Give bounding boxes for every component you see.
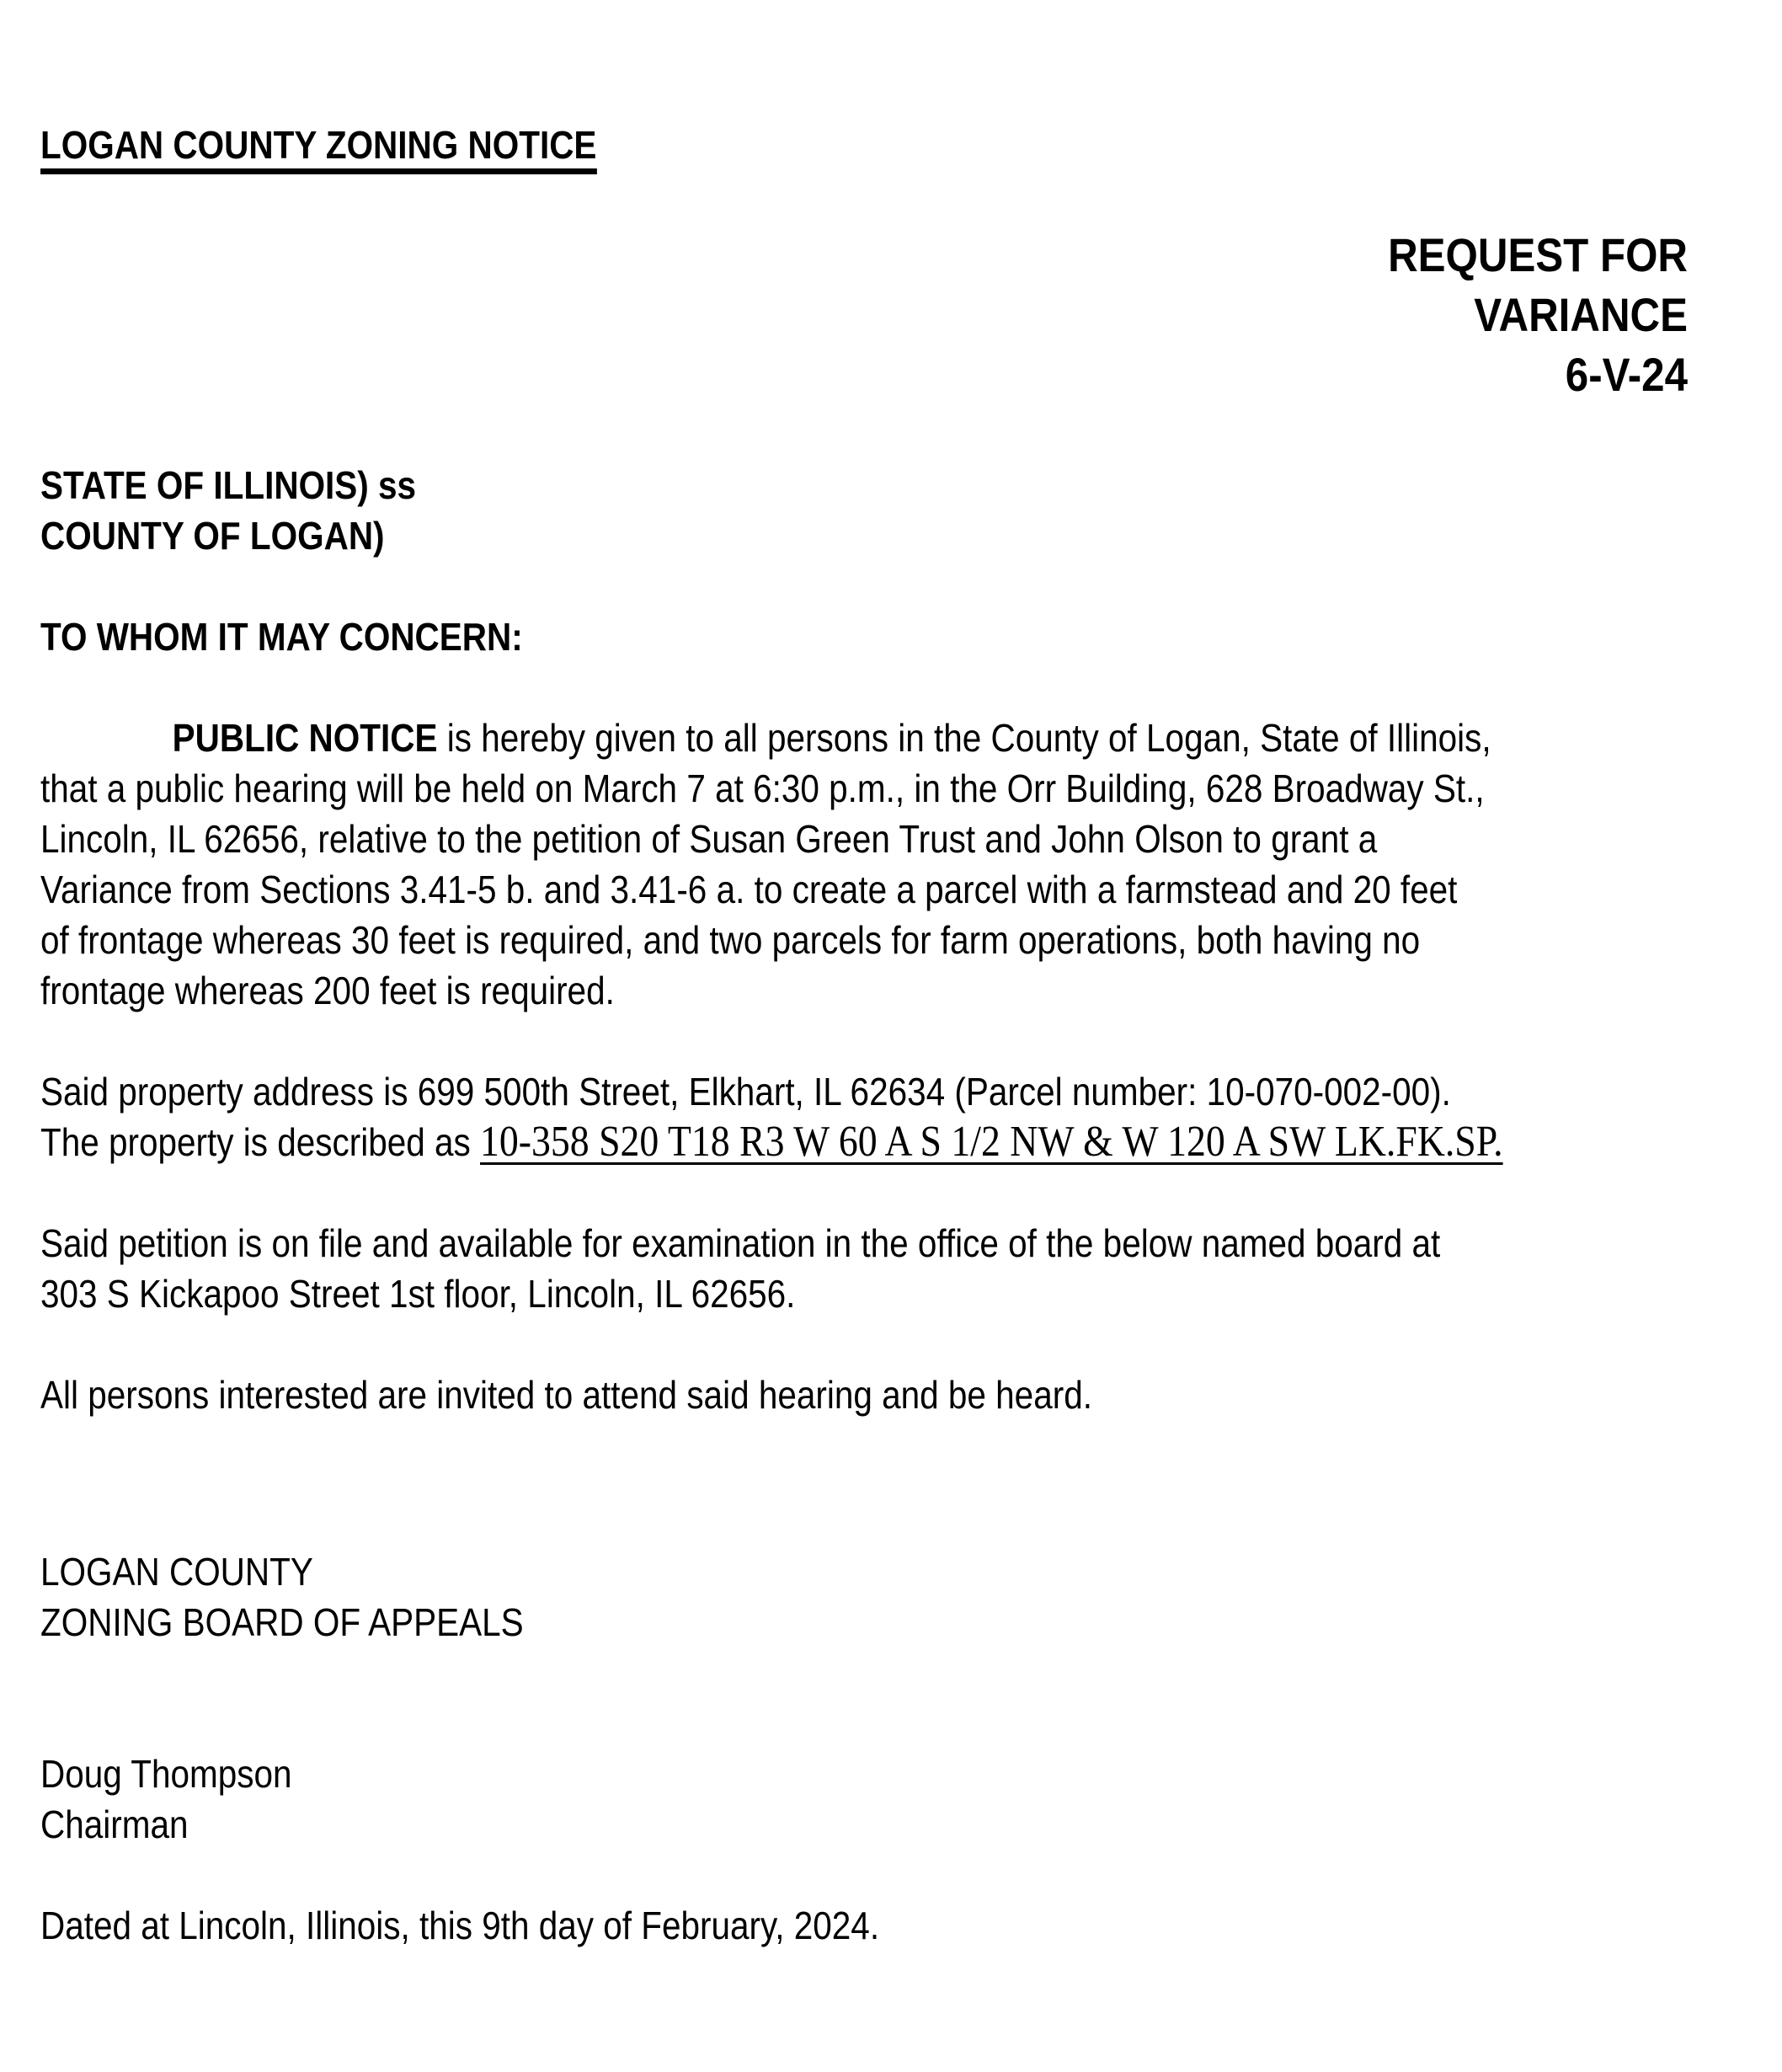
notice-line-6: frontage whereas 200 feet is required. <box>40 969 615 1012</box>
board-line-1: LOGAN COUNTY <box>40 1550 313 1594</box>
public-notice-paragraph <box>40 713 1539 1016</box>
signatory-name: Doug Thompson <box>40 1752 292 1796</box>
petition-line-2: 303 S Kickapoo Street 1st floor, Lincoln, IL 62656. <box>40 1272 796 1316</box>
notice-line-1-rest: is hereby given to all persons in the County of Logan, State of Illinois, <box>437 716 1491 760</box>
property-address-line: Said property address is 699 500th Street, Elkhart, IL 62634 (Parcel number: 10-070-002-00). <box>40 1070 1451 1113</box>
variance-line: VARIANCE <box>1474 288 1688 341</box>
invitation-paragraph <box>40 1370 1539 1420</box>
invitation-line: All persons interested are invited to attend said hearing and be heard. <box>40 1373 1092 1417</box>
county-line: COUNTY OF LOGAN) <box>40 514 385 558</box>
state-line: STATE OF ILLINOIS) ss <box>40 463 417 507</box>
notice-line-2: that a public hearing will be held on March 7 at 6:30 p.m., in the Orr Building, 628 Broadway St., <box>40 766 1485 810</box>
signatory-block <box>40 1749 1539 1850</box>
notice-line-3: Lincoln, IL 62656, relative to the petition of Susan Green Trust and John Olson to grant a <box>40 817 1378 861</box>
notice-line-5: of frontage whereas 30 feet is required, and two parcels for farm operations, both having no <box>40 918 1421 962</box>
description-lead: The property is described as <box>40 1120 480 1164</box>
request-variance-block <box>245 225 1743 404</box>
dated-block <box>40 1900 1539 1951</box>
notice-line-1 <box>40 713 1539 763</box>
document-title-text: LOGAN COUNTY ZONING NOTICE <box>40 125 596 174</box>
property-paragraph <box>40 1066 1539 1167</box>
dated-line: Dated at Lincoln, Illinois, this 9th day of February, 2024. <box>40 1904 880 1947</box>
notice-line-4: Variance from Sections 3.41-5 b. and 3.41-6 a. to create a parcel with a farmstead and 20 feet <box>40 868 1458 911</box>
signatory-title: Chairman <box>40 1802 189 1846</box>
salutation-block <box>40 611 1539 662</box>
public-notice-label: PUBLIC NOTICE <box>172 716 438 760</box>
salutation-line: TO WHOM IT MAY CONCERN: <box>40 615 523 659</box>
petition-paragraph <box>40 1218 1539 1319</box>
case-number: 6-V-24 <box>1565 348 1688 401</box>
jurisdiction-block <box>40 460 1539 561</box>
legal-description: 10-358 S20 T18 R3 W 60 A S 1/2 NW & W 120 A SW LK.FK.SP. <box>479 1118 1503 1166</box>
property-description-line <box>40 1117 1539 1167</box>
board-block <box>40 1546 1539 1647</box>
document-title <box>40 120 1539 174</box>
petition-line-1: Said petition is on file and available for examination in the office of the below named board at <box>40 1221 1441 1265</box>
board-line-2: ZONING BOARD OF APPEALS <box>40 1600 524 1644</box>
request-for-line: REQUEST FOR <box>1388 228 1688 281</box>
